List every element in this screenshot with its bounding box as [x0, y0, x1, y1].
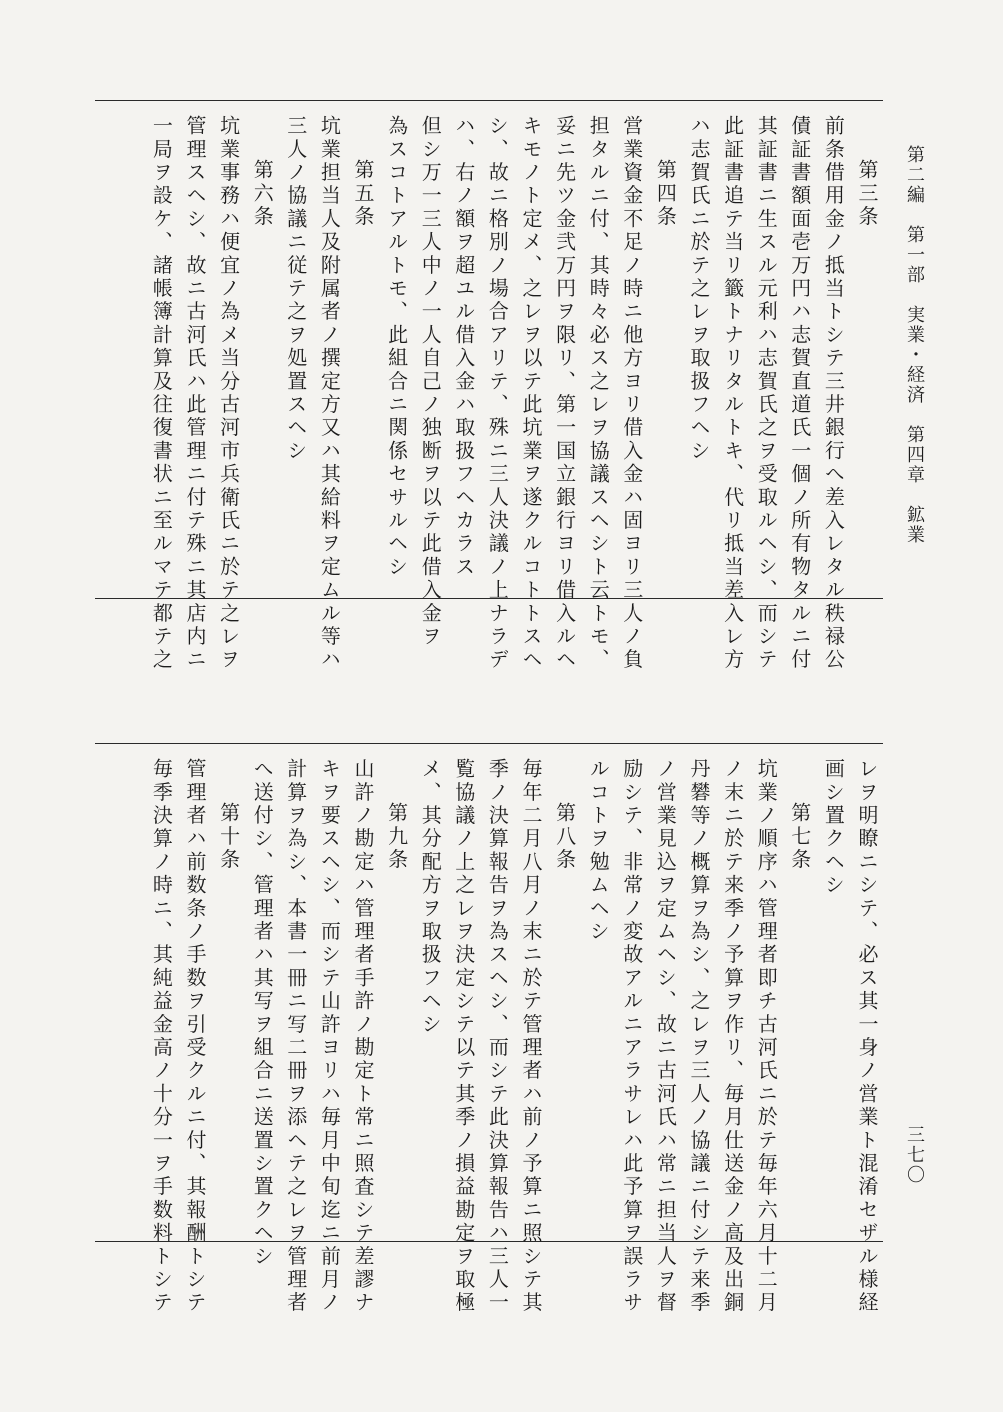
- text-column: ルコトヲ勉ムヘシ: [586, 758, 611, 944]
- bottom-block-top-rule: [95, 743, 883, 744]
- text-column: 妥ニ先ツ金弐万円ヲ限リ、第一国立銀行ヨリ借入ルヘ: [552, 115, 577, 672]
- text-column: 一局ヲ設ケ、諸帳簿計算及往復書状ニ至ルマテ都テ之: [149, 115, 174, 672]
- text-column: 季ノ決算報告ヲ為スヘシ、而シテ此決算報告ハ三人一: [485, 758, 510, 1315]
- text-column: キヲ要スヘシ、而シテ山許ヨリハ毎月中旬迄ニ前月ノ: [317, 758, 342, 1315]
- text-column: 毎季決算ノ時ニ、其純益金高ノ十分一ヲ手数料トシテ: [149, 758, 174, 1315]
- text-column: へ送付シ、管理者ハ其写ヲ組合ニ送置シ置クヘシ: [250, 758, 275, 1269]
- article-heading: 第三条: [855, 159, 879, 229]
- text-column: 前条借用金ノ抵当トシテ三井銀行へ差入レタル秩禄公: [821, 115, 846, 672]
- text-column: 其証書ニ生スル元利ハ志賀氏之ヲ受取ルヘシ、而シテ: [754, 115, 779, 672]
- text-column: 毎年二月八月ノ末ニ於テ管理者ハ前ノ予算ニ照シテ其: [519, 758, 543, 1315]
- text-column: シ、故ニ格別ノ場合アリテ、殊ニ三人決議ノ上ナラデ: [485, 115, 510, 672]
- text-column: 坑業事務ハ便宜ノ為メ当分古河市兵衛氏ニ於テ之レヲ: [216, 115, 241, 672]
- bottom-text-block: [80, 758, 880, 1315]
- article-heading: 第六条: [250, 159, 275, 229]
- text-column: 計算ヲ為シ、本書一冊ニ写二冊ヲ添ヘテ之レヲ管理者: [283, 758, 308, 1315]
- text-column: ノ営業見込ヲ定ムヘシ、故ニ古河氏ハ常ニ担当人ヲ督: [653, 758, 678, 1315]
- text-column: 坑業ノ順序ハ管理者即チ古河氏ニ於テ毎年六月十二月: [754, 758, 779, 1315]
- top-border-rule: [95, 100, 883, 101]
- running-head: 第二編 第一部 実業・経済 第四章 鉱業: [904, 145, 925, 545]
- text-column: 三人ノ協議ニ従テ之ヲ処置スヘシ: [283, 115, 308, 463]
- text-column: 営業資金不足ノ時ニ他方ヨリ借入金ハ固ヨリ三人ノ負: [619, 115, 644, 672]
- text-column: 担タルニ付、其時々必ス之レヲ協議スヘシト云トモ、: [586, 115, 611, 672]
- text-column: ノ末ニ於テ来季ノ予算ヲ作リ、毎月仕送金ノ高及出銅: [720, 758, 745, 1315]
- text-column: 丹礬等ノ概算ヲ為シ、之レヲ三人ノ協議ニ付シテ来季: [687, 758, 711, 1315]
- article-heading: 第八条: [552, 802, 577, 872]
- text-column: 画シ置クヘシ: [821, 758, 846, 898]
- text-column: 山許ノ勘定ハ管理者手許ノ勘定ト常ニ照査シテ差謬ナ: [351, 758, 375, 1315]
- text-column: キモノト定メ、之レヲ以テ此坑業ヲ遂クルコトトスヘ: [519, 115, 543, 672]
- text-column: メ、其分配方ヲ取扱フヘシ: [418, 758, 443, 1037]
- text-column: ハ、右ノ額ヲ超ユル借入金ハ取扱フヘカラス: [451, 115, 476, 579]
- article-heading: 第七条: [787, 802, 812, 872]
- text-column: 覧協議ノ上之レヲ決定シテ以テ其季ノ損益勘定ヲ取極: [451, 758, 476, 1315]
- article-heading: 第五条: [351, 159, 375, 229]
- text-column: 管理者ハ前数条ノ手数ヲ引受クルニ付、其報酬トシテ: [183, 758, 207, 1315]
- text-column: 為スコトアルトモ、此組合ニ関係セサルヘシ: [384, 115, 409, 579]
- article-heading: 第九条: [384, 802, 409, 872]
- text-column: 坑業担当人及附属者ノ撰定方又ハ其給料ヲ定ムル等ハ: [317, 115, 342, 672]
- article-heading: 第四条: [653, 159, 678, 229]
- text-column: 債証書額面壱万円ハ志賀直道氏一個ノ所有物タルニ付: [787, 115, 812, 672]
- top-text-block: [80, 115, 880, 672]
- text-column: 但シ万一三人中ノ一人自己ノ独断ヲ以テ此借入金ヲ: [418, 115, 443, 649]
- text-column: 此証書追テ当リ籤トナリタルトキ、代リ抵当差入レ方: [720, 115, 745, 672]
- text-column: ハ志賀氏ニ於テ之レヲ取扱フヘシ: [687, 115, 711, 463]
- text-column: レヲ明瞭ニシテ、必ス其一身ノ営業ト混淆セザル様経: [855, 758, 879, 1315]
- article-heading: 第十条: [216, 802, 241, 872]
- page-number: 三七〇: [904, 1125, 925, 1185]
- text-column: 励シテ、非常ノ変故アルニアラサレハ此予算ヲ誤ラサ: [619, 758, 644, 1315]
- text-column: 管理スヘシ、故ニ古河氏ハ此管理ニ付テ殊ニ其店内ニ: [183, 115, 207, 672]
